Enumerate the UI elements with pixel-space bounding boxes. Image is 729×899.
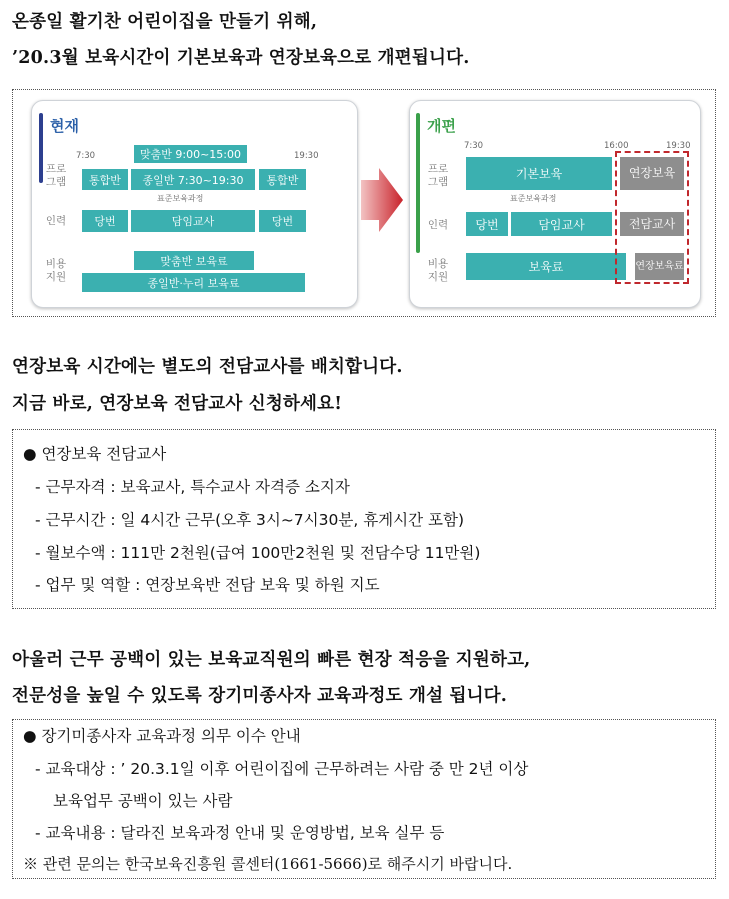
teacher-info-heading: ● 연장보육 전담교사	[23, 445, 167, 463]
reformed-accent-bar	[416, 113, 420, 253]
reformed-time-start: 7:30	[464, 141, 484, 151]
teacher-info-box	[12, 429, 716, 609]
diagram-box	[12, 89, 716, 317]
current-staff-left: 당번	[82, 210, 128, 232]
current-row-program-label: 프로그램	[45, 163, 67, 188]
reformed-time-end: 19:30	[666, 141, 691, 151]
teacher-info-item: - 업무 및 역할 : 연장보육반 전담 보육 및 하원 지도	[35, 576, 380, 594]
intro-line-1: 온종일 활기찬 어린이집을 만들기 위해,	[12, 12, 318, 32]
current-program-caption: 표준보육과정	[157, 194, 204, 203]
training-info-box	[12, 719, 716, 879]
training-info-heading: ● 장기미종사자 교육과정 의무 이수 안내	[23, 727, 301, 745]
reformed-cost-main: 보육료	[466, 253, 626, 280]
section2-line-1: 연장보육 시간에는 별도의 전담교사를 배치합니다.	[12, 357, 403, 377]
teacher-info-item: - 월보수액 : 111만 2천원(급여 100만2천원 및 전담수당 11만원)	[35, 544, 481, 562]
reformed-row-cost-label: 비용지원	[427, 258, 449, 283]
reformed-program-main: 기본보육	[466, 157, 612, 190]
training-target-line-1: - 교육대상 : ’ 20.3.1일 이후 어린이집에 근무하려는 사람 중 만 2년 이상	[35, 760, 529, 778]
reformed-title: 개편	[427, 117, 456, 135]
reformed-cost-extra: 연장보육료	[635, 253, 684, 280]
reformed-staff-left: 당번	[466, 212, 508, 236]
current-time-end: 19:30	[294, 151, 319, 161]
current-program-left: 통합반	[82, 169, 128, 190]
transition-arrow-icon	[361, 168, 405, 232]
current-program-top: 맞춤반 9:00~15:00	[134, 145, 247, 163]
current-panel	[31, 100, 358, 308]
current-time-start: 7:30	[76, 151, 96, 161]
reformed-program-caption: 표준보육과정	[510, 194, 557, 203]
current-row-cost-label: 비용지원	[45, 258, 67, 283]
reformed-time-mid: 16:00	[604, 141, 629, 151]
current-title: 현재	[50, 117, 79, 135]
section2-line-2: 지금 바로, 연장보육 전담교사 신청하세요!	[12, 394, 343, 414]
current-program-right: 통합반	[259, 169, 306, 190]
current-row-staff-label: 인력	[45, 215, 67, 227]
training-target-line-2: 보육업무 공백이 있는 사람	[53, 792, 233, 810]
reformed-staff-extra: 전담교사	[620, 212, 684, 236]
reformed-row-staff-label: 인력	[427, 219, 449, 231]
current-staff-mid: 담임교사	[131, 210, 255, 232]
current-program-mid: 종일반 7:30~19:30	[131, 169, 255, 190]
training-content-line: - 교육내용 : 달라진 보육과정 안내 및 운영방법, 보육 실무 등	[35, 824, 445, 842]
reformed-panel	[409, 100, 701, 308]
current-staff-right: 당번	[259, 210, 306, 232]
current-accent-bar	[39, 113, 43, 183]
intro-line-2: ’20.3월 보육시간이 기본보육과 연장보육으로 개편됩니다.	[12, 48, 470, 68]
current-cost-bottom: 종일반·누리 보육료	[82, 273, 305, 292]
teacher-info-item: - 근무시간 : 일 4시간 근무(오후 3시~7시30분, 휴게시간 포함)	[35, 511, 465, 529]
section3-line-1: 아울러 근무 공백이 있는 보육교직원의 빠른 현장 적응을 지원하고,	[12, 650, 531, 670]
reformed-row-program-label: 프로그램	[427, 163, 449, 188]
contact-note: ※ 관련 문의는 한국보육진흥원 콜센터(1661-5666)로 해주시기 바랍니다.	[23, 855, 513, 873]
teacher-info-item: - 근무자격 : 보육교사, 특수교사 자격증 소지자	[35, 478, 350, 496]
section3-line-2: 전문성을 높일 수 있도록 장기미종사자 교육과정도 개설 됩니다.	[12, 686, 508, 706]
reformed-program-extra: 연장보육	[620, 157, 684, 190]
current-cost-top: 맞춤반 보육료	[134, 251, 254, 270]
reformed-staff-mid: 담임교사	[511, 212, 612, 236]
